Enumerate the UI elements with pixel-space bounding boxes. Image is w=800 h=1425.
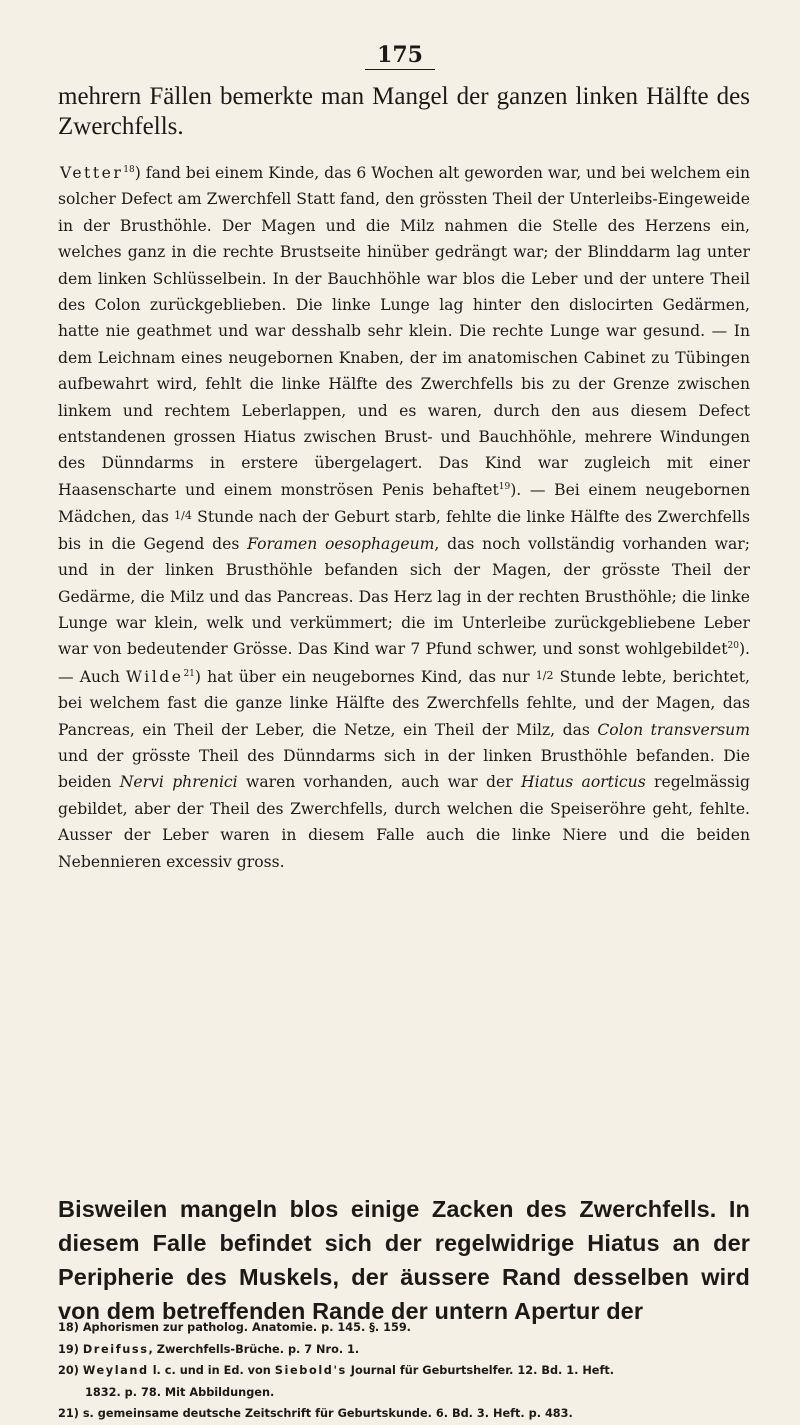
fraction-half: 1/2 <box>535 668 554 682</box>
footnote-ref-18: 18 <box>123 164 135 175</box>
footnote-20-continued: 1832. p. 78. Mit Abbildungen. <box>85 1385 275 1399</box>
author-vetter: Vetter <box>60 164 124 182</box>
section-heading: Bisweilen mangeln blos einige Zacken des Zwerchfells. In diesem Falle befindet sich der regelwidrige Hiatus an der Peripherie des Muskels, der äussere Rand desselben wird von dem betreffenden Rande der untern Apertur der <box>58 1196 750 1324</box>
term-nervi-phrenici: Nervi phrenici <box>119 773 238 792</box>
main-paragraph: Vetter$^{18}$) fand bei einem Kinde, das 6 Wochen alt geworden war, und bei welchem ein solcher Defect am Zwerchfell Statt fand, den grössten Theil der Unterleibs-Eingeweide in der Brusthöhle. Der Magen und die Milz nahmen die Stelle des Herzens ein, welches ganz in die rechte Brustseite hinüber gedrängt war; der Blinddarm lag unter dem linken Schlüsselbein. In der Bauchhöhle war blos die Leber und der untere Theil des Colon zurückgeblieben. Die linke Lunge lag hinter den dislocirten Gedärmen, hatte nie geathmet und war desshalb sehr klein. Die rechte Lunge war gesund. — In dem Leichnam eines neugebornen Knaben, der im anatomischen Cabinet zu Tübingen aufbewahrt wird, fehlt die linke Hälfte des Zwerchfells bis zu der Grenze zwischen linkem und rechtem Leberlappen, und es waren, durch den aus diesem Defect entstandenen grossen Hiatus zwischen Brust- und Bauchhöhle, mehrere Windungen des Dünndarms in erstere übergelagert. Das Kind war zugleich mit einer Haasenscharte und einem monströsen Penis behaftet$^{19}$). — Bei einem neugebornen Mädchen, das 1/4 Stunde nach der Geburt starb, fehlte die linke Hälfte des Zwerchfells bis in die Gegend des Foramen oesophageum, das noch vollständig vorhanden war; und in der linken Brusthöhle befanden sich der Magen, der grösste Theil der Gedärme, die Milz und das Pancreas. Das Herz lag in der rechten Brusthöhle; die linke Lunge war klein, welk und verkümmert; die im Unterleibe zurückgebliebene Leber war von bedeutender Grösse. Das Kind war 7 Pfund schwer, und sonst wohlgebildet$^{20}$). — Auch Wilde$^{21}$) hat über ein neugebornes Kind, das nur 1/2 Stunde lebte, berichtet, bei welchem fast die ganze linke Hälfte des Zwerchfells fehlte, und der Magen, das Pancreas, ein Theil der Leber, die Netze, ein Theil der Milz, das Colon transversum und der grösste Theil des Dünndarms sich in der linken Brusthöhle befanden. Die beiden Nervi phrenici waren vorhanden, auch war der Hiatus aorticus regelmässig gebildet, aber der Theil des Zwerchfells, durch welchen die Speiseröhre geht, fehlte. Ausser der Leber waren in diesem Falle auch die linke Niere und die beiden Nebennieren excessiv gross. <box>58 164 750 871</box>
footnote-18: 18) Aphorismen zur patholog. Anatomie. p. 145. §. 159. <box>58 1321 411 1334</box>
footnote-21: 21) s. gemeinsame deutsche Zeitschrift für Geburtskunde. 6. Bd. 3. Heft. p. 483. <box>58 1407 573 1420</box>
lead-sentence: mehrern Fällen bemerkte man Mangel der ganzen linken Hälfte des Zwerchfells. <box>58 83 750 140</box>
footnotes <box>58 1317 750 1425</box>
footnote-20: 20) Weyland l. c. und in Ed. von Siebold's Journal für Geburtshelfer. 12. Bd. 1. Heft. <box>58 1364 615 1377</box>
page-number: 175 <box>0 42 800 68</box>
term-colon-transversum: Colon transversum <box>597 720 750 739</box>
footnote-ref-21: 21 <box>183 668 195 679</box>
footnote-19: 19) Dreifuss, Zwerchfells-Brüche. p. 7 Nro. 1. <box>58 1342 360 1356</box>
fraction-quarter: 1/4 <box>174 509 192 523</box>
footnote-ref-19: 19 <box>498 481 511 492</box>
term-foramen-oesophageum: Foramen oesophageum <box>247 534 435 553</box>
author-wilde: Wilde <box>125 667 184 686</box>
footnote-ref-20: 20 <box>727 641 739 652</box>
term-hiatus-aorticus: Hiatus aorticus <box>521 773 646 792</box>
